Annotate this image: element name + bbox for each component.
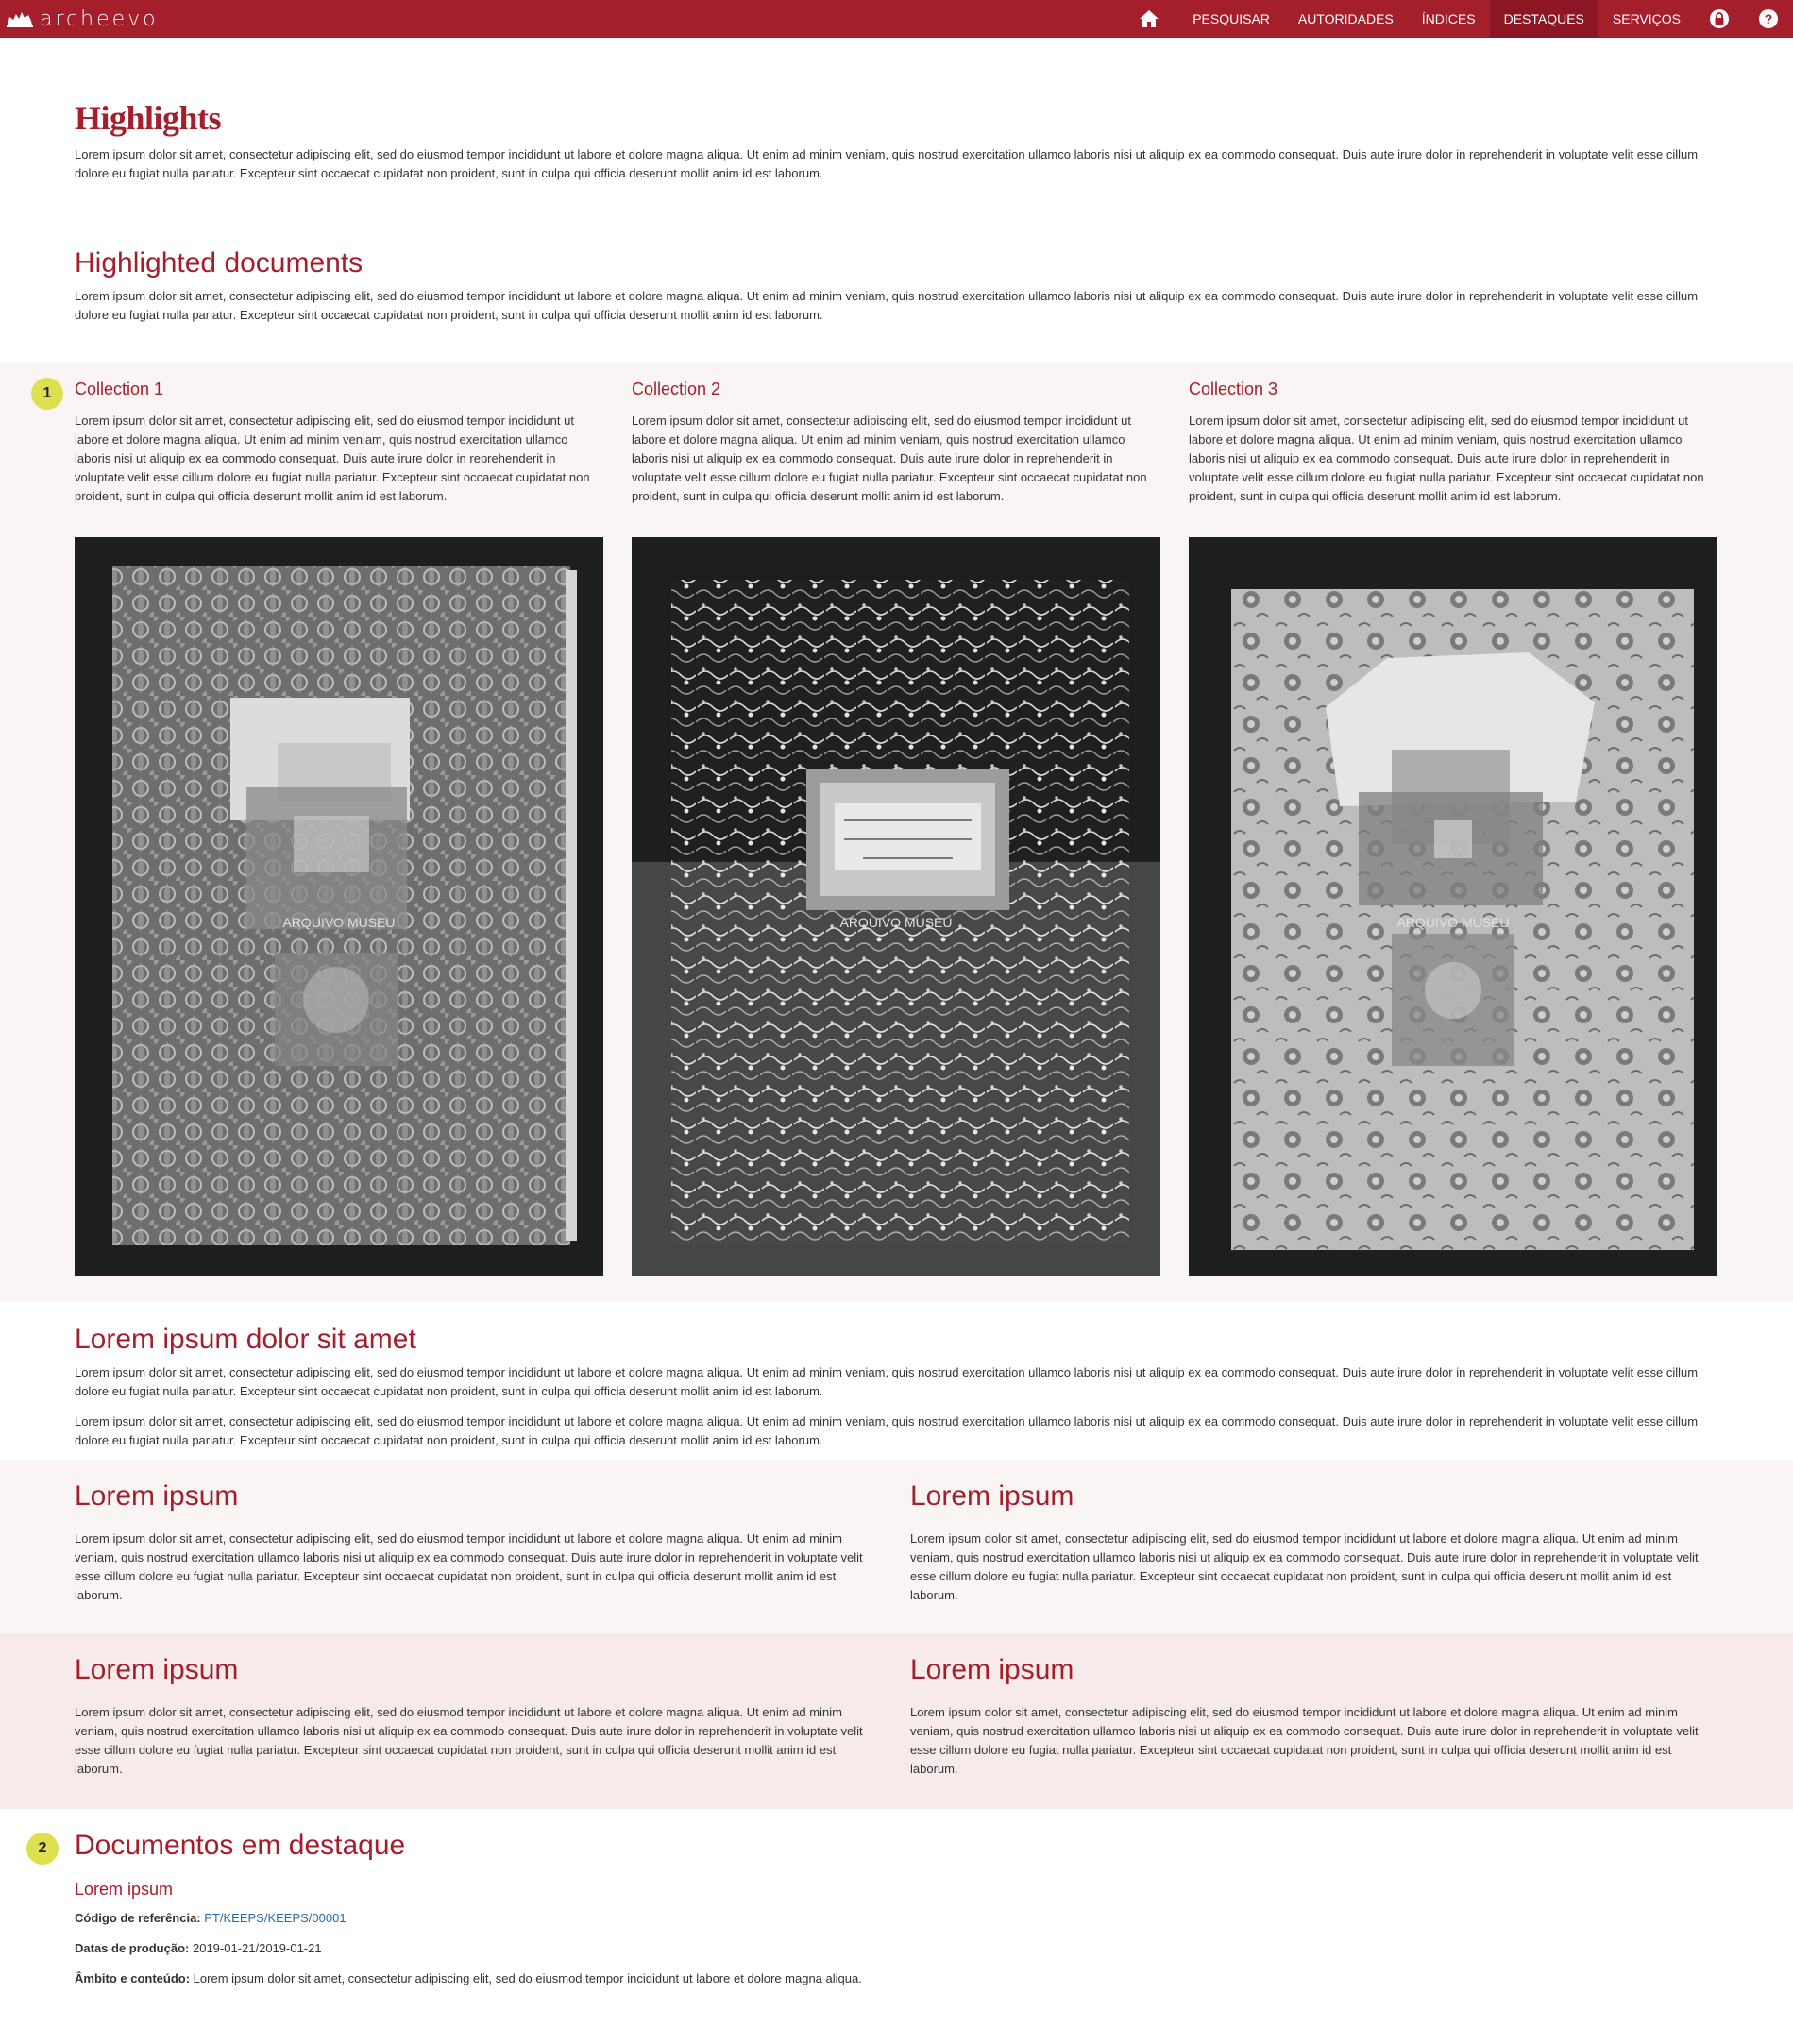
home-icon [1139,9,1159,28]
grid-block-text: Lorem ipsum dolor sit amet, consectetur adipiscing elit, sed do eiusmod tempor incididunt ut labore et dolore magna aliqua. Ut enim ad minim veniam, quis nostrud exercitation ullamco laboris nisi ut aliquip ex ea commodo consequat. Duis aute irure dolor in reprehenderit in voluptate velit esse cillum dolore eu fugiat nulla pariatur. Excepteur sint occaecat cupidatat non proident, sunt in culpa qui officia deserunt mollit anim id est laborum. [75,1531,863,1602]
lock-icon [1709,8,1730,29]
step-badge-1: 1 [31,378,63,410]
lorem-section-paragraph-2: Lorem ipsum dolor sit amet, consectetur adipiscing elit, sed do eiusmod tempor incididunt ut labore et dolore magna aliqua. Ut enim ad minim veniam, quis nostrud exercitation ullamco laboris nisi ut aliquip ex ea commodo consequat. Duis aute irure dolor in reprehenderit in voluptate velit esse cillum dolore eu fugiat nulla pariatur. Excepteur sint occaecat cupidatat non proident, sunt in culpa qui officia deserunt mollit anim id est laborum. [75,1414,1699,1447]
nav-help[interactable] [1744,0,1793,38]
archeevo-logo-icon [6,8,34,29]
nav-home[interactable] [1124,0,1175,38]
cover-watermark: ARQUIVO MUSEU [839,915,953,930]
grid-block-text: Lorem ipsum dolor sit amet, consectetur adipiscing elit, sed do eiusmod tempor incididunt ut labore et dolore magna aliqua. Ut enim ad minim veniam, quis nostrud exercitation ullamco laboris nisi ut aliquip ex ea commodo consequat. Duis aute irure dolor in reprehenderit in voluptate velit esse cillum dolore eu fugiat nulla pariatur. Excepteur sint occaecat cupidatat non proident, sunt in culpa qui officia deserunt mollit anim id est laborum. [75,1705,863,1776]
lorem-section-paragraph-1: Lorem ipsum dolor sit amet, consectetur adipiscing elit, sed do eiusmod tempor incididunt ut labore et dolore magna aliqua. Ut enim ad minim veniam, quis nostrud exercitation ullamco laboris nisi ut aliquip ex ea commodo consequat. Duis aute irure dolor in reprehenderit in voluptate velit esse cillum dolore eu fugiat nulla pariatur. Excepteur sint occaecat cupidatat non proident, sunt in culpa qui officia deserunt mollit anim id est laborum. [75,1365,1699,1398]
collection-text: Lorem ipsum dolor sit amet, consectetur adipiscing elit, sed do eiusmod tempor incididunt ut labore et dolore magna aliqua. Ut enim ad minim veniam, quis nostrud exercitation ullamco laboris nisi ut aliquip ex ea commodo consequat. Duis aute irure dolor in reprehenderit in voluptate velit esse cillum dolore eu fugiat nulla pariatur. Excepteur sint occaecat cupidatat non proident, sunt in culpa qui officia deserunt mollit anim id est laborum. [75,414,590,503]
field-value: 2019-01-21/2019-01-21 [192,1941,322,1955]
grid-block-title: Lorem ipsum [75,1654,239,1685]
documentos-section [75,1830,1717,2019]
logo-text: archeevo [40,7,159,31]
main-nav [1124,0,1793,38]
cover-watermark: ARQUIVO MUSEU [282,915,396,930]
collection-cover-image[interactable] [75,537,603,1276]
field-scope-content [75,1969,862,1988]
lorem-section-title: Lorem ipsum dolor sit amet [75,1324,416,1355]
collection-text: Lorem ipsum dolor sit amet, consectetur adipiscing elit, sed do eiusmod tempor incididunt ut labore et dolore magna aliqua. Ut enim ad minim veniam, quis nostrud exercitation ullamco laboris nisi ut aliquip ex ea commodo consequat. Duis aute irure dolor in reprehenderit in voluptate velit esse cillum dolore eu fugiat nulla pariatur. Excepteur sint occaecat cupidatat non proident, sunt in culpa qui officia deserunt mollit anim id est laborum. [632,414,1147,503]
field-value: Lorem ipsum dolor sit amet, consectetur adipiscing elit, sed do eiusmod tempor incididunt ut labore et dolore magna aliqua. [193,1971,862,1985]
nav-item-indices[interactable]: ÍNDICES [1421,11,1476,26]
field-label: Datas de produção: [75,1941,190,1955]
grid-block-title: Lorem ipsum [910,1480,1074,1512]
documentos-title: Documentos em destaque [75,1830,406,1861]
grid-block-title: Lorem ipsum [75,1480,239,1512]
field-label: Âmbito e conteúdo: [75,1971,191,1985]
highlighted-documents-section [75,247,1717,325]
lorem-section [75,1324,1717,1450]
intro-text: Lorem ipsum dolor sit amet, consectetur adipiscing elit, sed do eiusmod tempor incididunt ut labore et dolore magna aliqua. Ut enim ad minim veniam, quis nostrud exercitation ullamco laboris nisi ut aliquip ex ea commodo consequat. Duis aute irure dolor in reprehenderit in voluptate velit esse cillum dolore eu fugiat nulla pariatur. Excepteur sint occaecat cupidatat non proident, sunt in culpa qui officia deserunt mollit anim id est laborum. [75,147,1699,180]
svg-text:?: ? [1764,11,1773,26]
logo[interactable] [6,0,159,38]
highlighted-documents-title: Highlighted documents [75,247,364,279]
grid-row-1 [0,1460,1793,1633]
nav-login[interactable] [1695,0,1744,38]
collection-title[interactable]: Collection 3 [1189,380,1278,398]
intro-section [75,98,1717,183]
cover-watermark: ARQUIVO MUSEU [1396,915,1510,930]
collection-title[interactable]: Collection 2 [632,380,721,398]
nav-item-servicos[interactable]: SERVIÇOS [1612,11,1681,26]
nav-item-destaques[interactable]: DESTAQUES [1490,0,1598,38]
help-icon [1758,8,1779,29]
collection-cover-image[interactable] [1189,537,1717,1276]
grid-block-title: Lorem ipsum [910,1654,1074,1685]
grid-block-text: Lorem ipsum dolor sit amet, consectetur adipiscing elit, sed do eiusmod tempor incididunt ut labore et dolore magna aliqua. Ut enim ad minim veniam, quis nostrud exercitation ullamco laboris nisi ut aliquip ex ea commodo consequat. Duis aute irure dolor in reprehenderit in voluptate velit esse cillum dolore eu fugiat nulla pariatur. Excepteur sint occaecat cupidatat non proident, sunt in culpa qui officia deserunt mollit anim id est laborum. [910,1531,1699,1602]
collection-title[interactable]: Collection 1 [75,380,164,398]
field-label: Código de referência: [75,1911,201,1925]
field-production-dates [75,1939,322,1958]
reference-code-link[interactable]: PT/KEEPS/KEEPS/00001 [204,1911,347,1925]
collections-band [0,363,1793,1301]
field-reference-code [75,1909,347,1928]
collection-cover-image[interactable] [632,537,1160,1276]
nav-item-autoridades[interactable]: AUTORIDADES [1297,11,1394,26]
top-navigation-bar [0,0,1793,38]
document-item-title[interactable]: Lorem ipsum [75,1880,174,1899]
highlighted-documents-text: Lorem ipsum dolor sit amet, consectetur adipiscing elit, sed do eiusmod tempor incididunt ut labore et dolore magna aliqua. Ut enim ad minim veniam, quis nostrud exercitation ullamco laboris nisi ut aliquip ex ea commodo consequat. Duis aute irure dolor in reprehenderit in voluptate velit esse cillum dolore eu fugiat nulla pariatur. Excepteur sint occaecat cupidatat non proident, sunt in culpa qui officia deserunt mollit anim id est laborum. [75,289,1699,322]
nav-item-pesquisar[interactable]: PESQUISAR [1193,11,1270,26]
page-title: Highlights [75,99,222,137]
grid-block-text: Lorem ipsum dolor sit amet, consectetur adipiscing elit, sed do eiusmod tempor incididunt ut labore et dolore magna aliqua. Ut enim ad minim veniam, quis nostrud exercitation ullamco laboris nisi ut aliquip ex ea commodo consequat. Duis aute irure dolor in reprehenderit in voluptate velit esse cillum dolore eu fugiat nulla pariatur. Excepteur sint occaecat cupidatat non proident, sunt in culpa qui officia deserunt mollit anim id est laborum. [910,1705,1699,1776]
step-badge-2: 2 [26,1833,59,1865]
grid-row-2 [0,1633,1793,1809]
collection-text: Lorem ipsum dolor sit amet, consectetur adipiscing elit, sed do eiusmod tempor incididunt ut labore et dolore magna aliqua. Ut enim ad minim veniam, quis nostrud exercitation ullamco laboris nisi ut aliquip ex ea commodo consequat. Duis aute irure dolor in reprehenderit in voluptate velit esse cillum dolore eu fugiat nulla pariatur. Excepteur sint occaecat cupidatat non proident, sunt in culpa qui officia deserunt mollit anim id est laborum. [1189,414,1704,503]
